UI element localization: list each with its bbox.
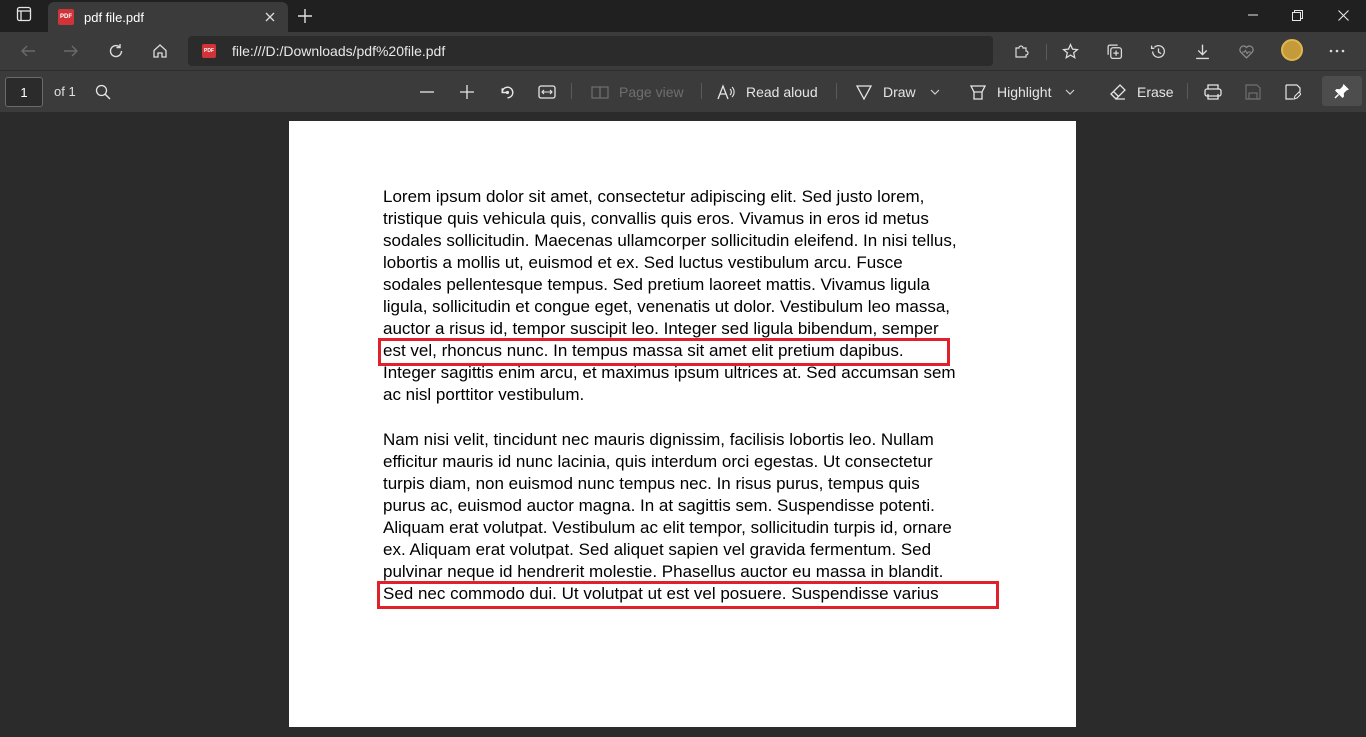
text-line: efficitur mauris id nunc lacinia, quis interdum orci egestas. Ut consectetur [383, 452, 933, 471]
paragraph-2 [383, 429, 1023, 605]
zoom-out-button[interactable] [416, 77, 438, 107]
close-window-button[interactable] [1320, 0, 1366, 30]
printer-icon [1204, 84, 1222, 100]
collections-button[interactable] [1099, 36, 1129, 66]
text-line: Integer sagittis enim arcu, et maximus ipsum ultrices at. Sed accumsan sem [383, 363, 956, 382]
save-as-button[interactable] [1282, 77, 1304, 107]
history-button[interactable] [1143, 36, 1173, 66]
text-line: auctor a risus id, tempor suscipit leo. Integer sed ligula bibendum, semper [383, 319, 939, 338]
tab-close-button[interactable] [258, 5, 282, 29]
toolbar-divider [701, 83, 702, 99]
forward-button[interactable] [56, 36, 86, 66]
history-icon [1150, 43, 1167, 60]
find-button[interactable] [92, 77, 114, 107]
draw-icon [855, 83, 873, 101]
pin-icon [1334, 83, 1350, 99]
back-button[interactable] [13, 36, 43, 66]
navigation-bar [0, 32, 1366, 70]
text-line: lobortis a mollis ut, euismod et ex. Sed luctus vestibulum arcu. Fusce [383, 253, 903, 272]
text-line: ligula, sollicitudin et congue eget, venenatis ut dolor. Vestibulum leo massa, [383, 297, 951, 316]
pin-toolbar-button[interactable] [1322, 76, 1362, 106]
puzzle-icon [1013, 43, 1029, 59]
zoom-in-button[interactable] [456, 77, 478, 107]
title-bar [0, 0, 1366, 32]
restore-button[interactable] [1274, 0, 1320, 30]
browser-tab-active[interactable] [48, 2, 288, 32]
plus-icon [460, 85, 474, 99]
downloads-button[interactable] [1187, 36, 1217, 66]
page-view-button[interactable] [589, 77, 684, 107]
more-icon [1329, 49, 1345, 53]
draw-label: Draw [883, 84, 916, 100]
url-text: file:///D:/Downloads/pdf%20file.pdf [232, 43, 446, 59]
page-count-label: of 1 [54, 84, 76, 99]
fit-to-width-button[interactable] [536, 77, 558, 107]
paragraph-1 [383, 186, 1023, 406]
rotate-icon [499, 84, 516, 101]
new-tab-button[interactable] [292, 4, 318, 28]
text-line: sodales sollicitudin. Maecenas ullamcorper sollicitudin eleifend. In nisi tellus, [383, 231, 957, 250]
plus-icon [298, 9, 312, 23]
read-aloud-icon [717, 84, 737, 100]
print-button[interactable] [1202, 77, 1224, 107]
read-aloud-button[interactable] [716, 77, 818, 107]
pdf-favicon-icon: PDF [58, 9, 74, 25]
eraser-icon [1109, 83, 1127, 101]
performance-button[interactable] [1231, 36, 1261, 66]
highlighter-icon [969, 83, 987, 101]
extensions-button[interactable] [1006, 36, 1036, 66]
toolbar-divider [1187, 83, 1188, 99]
minimize-icon [1248, 10, 1258, 20]
highlight-button[interactable] [967, 77, 1075, 107]
read-aloud-label: Read aloud [746, 84, 818, 100]
search-icon [95, 84, 111, 100]
forward-arrow-icon [63, 43, 79, 59]
page-number-input[interactable] [5, 77, 43, 107]
collections-icon [1106, 43, 1123, 60]
heart-pulse-icon [1238, 43, 1255, 60]
star-icon [1062, 43, 1079, 60]
page-view-icon [591, 84, 609, 100]
minus-icon [420, 91, 434, 93]
favorites-button[interactable] [1055, 36, 1085, 66]
close-icon [1338, 10, 1349, 21]
chevron-down-icon[interactable] [930, 86, 940, 98]
text-line: tristique quis vehicula quis, convallis quis eros. Vivamus in eros id metus [383, 209, 929, 228]
close-icon [265, 12, 275, 22]
text-line: sodales pellentesque tempus. Sed pretium laoreet mattis. Vivamus ligula [383, 275, 930, 294]
text-line: ac nisl porttitor vestibulum. [383, 385, 585, 404]
text-line: Lorem ipsum dolor sit amet, consectetur adipiscing elit. Sed justo lorem, [383, 187, 925, 206]
save-button[interactable] [1242, 77, 1264, 107]
home-button[interactable] [145, 36, 175, 66]
settings-more-button[interactable] [1322, 36, 1352, 66]
draw-button[interactable] [853, 77, 940, 107]
tab-actions-button[interactable] [8, 4, 40, 28]
text-line: Nam nisi velit, tincidunt nec mauris dignissim, facilisis lobortis leo. Nullam [383, 430, 934, 449]
download-icon [1194, 43, 1211, 60]
pdf-file-icon: PDF [202, 44, 216, 58]
tab-title: pdf file.pdf [84, 9, 144, 25]
text-line: Aliquam erat volutpat. Vestibulum ac elit tempor, sollicitudin turpis id, ornare [383, 518, 952, 537]
refresh-icon [108, 43, 124, 59]
text-line: purus ac, euismod auctor magna. In at sagittis sem. Suspendisse potenti. [383, 496, 935, 515]
save-icon [1245, 84, 1261, 100]
text-line-highlighted: Sed nec commodo dui. Ut volutpat ut est vel posuere. Suspendisse varius [383, 584, 939, 603]
fit-width-icon [538, 85, 556, 99]
refresh-button[interactable] [101, 36, 131, 66]
rotate-button[interactable] [496, 77, 518, 107]
text-line: pulvinar neque id hendrerit molestie. Phasellus auctor eu massa in blandit. [383, 562, 944, 581]
erase-label: Erase [1137, 84, 1174, 100]
pdf-toolbar [0, 70, 1366, 112]
avatar-icon[interactable] [1281, 39, 1303, 61]
minimize-button[interactable] [1230, 0, 1276, 30]
restore-icon [1292, 10, 1303, 21]
chevron-down-icon[interactable] [1065, 86, 1075, 98]
tab-actions-icon [16, 6, 32, 27]
erase-button[interactable] [1107, 77, 1174, 107]
toolbar-divider [1046, 44, 1047, 60]
toolbar-divider [836, 83, 837, 99]
text-line-highlighted: est vel, rhoncus nunc. In tempus massa sit amet elit pretium dapibus. [383, 341, 904, 360]
toolbar-divider [571, 83, 572, 99]
text-line: ex. Aliquam erat volutpat. Sed aliquet sapien vel gravida fermentum. Sed [383, 540, 932, 559]
address-bar[interactable] [188, 36, 993, 66]
page-view-label: Page view [619, 84, 684, 100]
home-icon [152, 43, 168, 59]
highlight-label: Highlight [997, 84, 1052, 100]
text-line: turpis diam, non euismod nunc tempus nec. In risus purus, tempus quis [383, 474, 920, 493]
save-as-icon [1285, 84, 1301, 100]
back-arrow-icon [20, 43, 36, 59]
